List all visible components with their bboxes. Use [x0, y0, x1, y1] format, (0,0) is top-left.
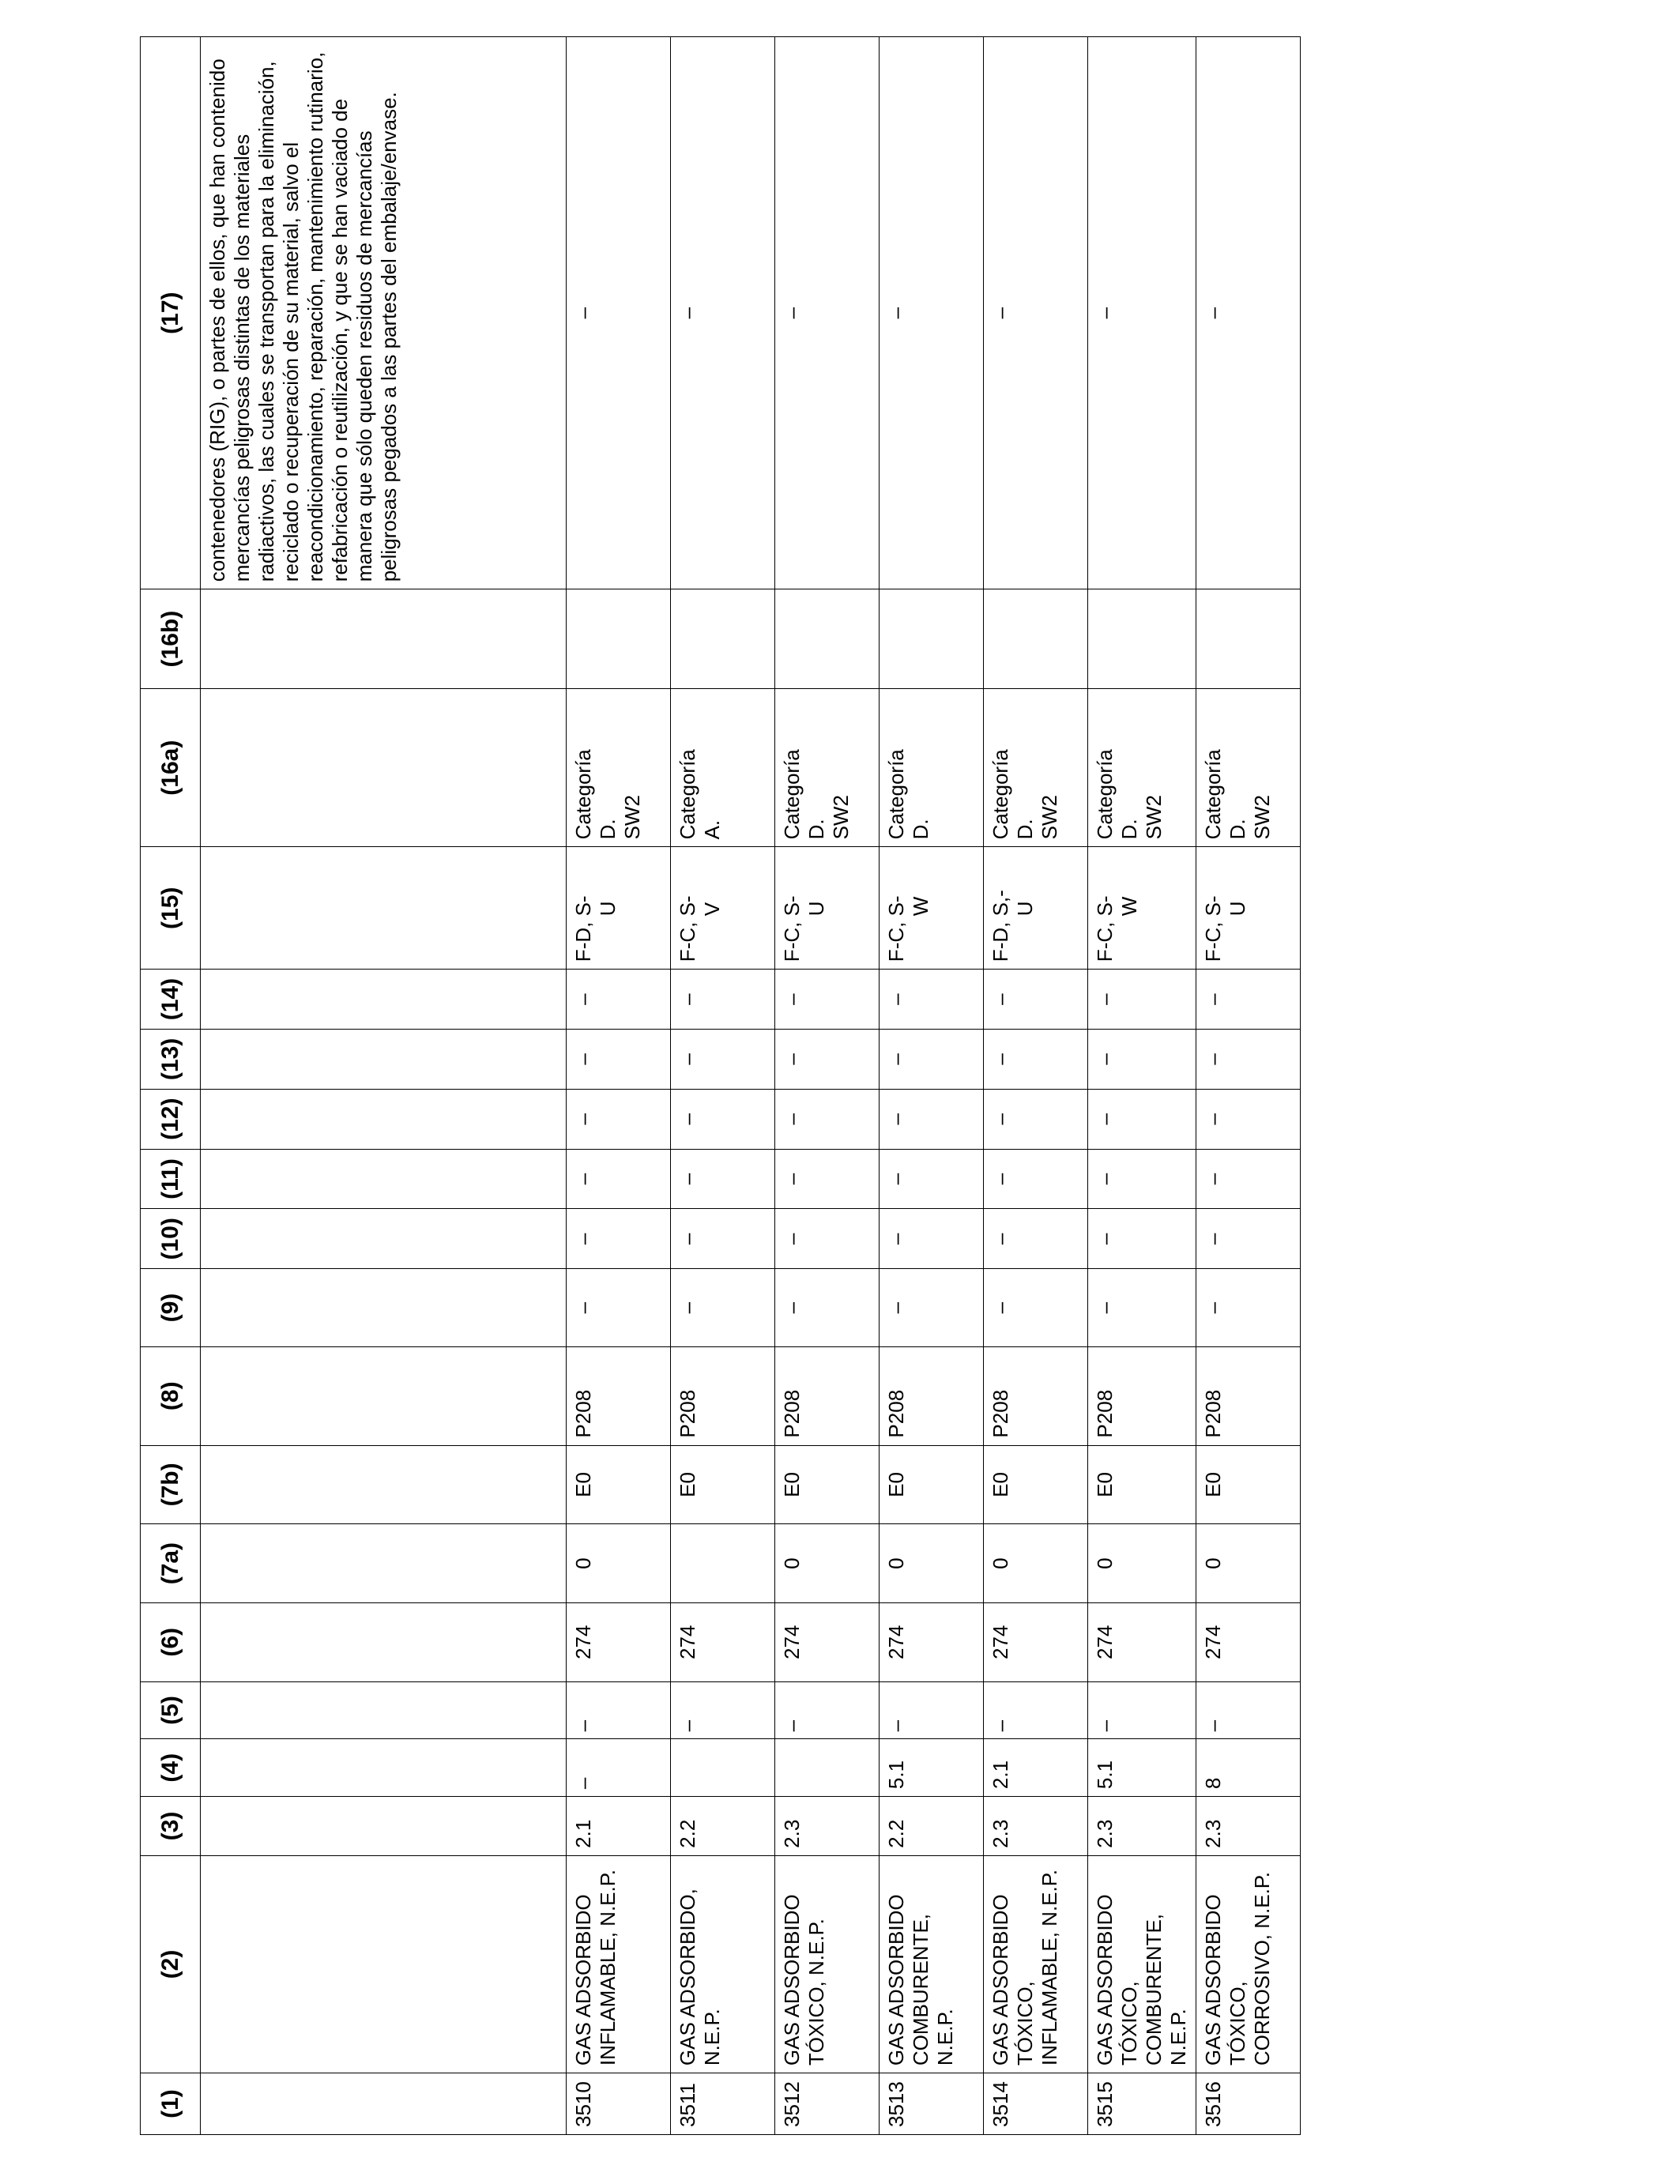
cell-c4 — [775, 1739, 880, 1797]
cell-c7a: 0 — [567, 1524, 671, 1603]
cell-c4: – — [567, 1739, 671, 1797]
column-header: (3) — [141, 1797, 201, 1856]
stowage-category — [567, 688, 671, 846]
column-header: (1) — [141, 2073, 201, 2135]
cell-c13: – — [775, 1030, 880, 1090]
column-header: (7b) — [141, 1445, 201, 1524]
cell-c5: – — [671, 1681, 775, 1739]
ems-code — [880, 847, 984, 970]
cell — [201, 1149, 567, 1209]
table-row — [984, 37, 1088, 2135]
cell-c10: – — [567, 1209, 671, 1269]
cell-c7a: 0 — [984, 1524, 1088, 1603]
stowage-line: A. — [700, 819, 724, 840]
stowage-line: Categoría — [989, 749, 1012, 840]
cell-c5: – — [775, 1681, 880, 1739]
cell-c6: 274 — [984, 1602, 1088, 1681]
cell-c5: – — [1196, 1681, 1301, 1739]
column-header: (7a) — [141, 1524, 201, 1603]
column-header: (10) — [141, 1209, 201, 1269]
cell-c16b — [775, 589, 880, 689]
cell-c9: – — [671, 1269, 775, 1347]
proper-shipping-name: GAS ADSORBIDO COMBURENTE, N.E.P. — [880, 1855, 984, 2073]
stowage-line: SW2 — [620, 795, 644, 840]
cell-c16b — [1196, 589, 1301, 689]
cell-c13: – — [1196, 1030, 1301, 1090]
continuation-row — [201, 37, 567, 2135]
stowage-category — [1088, 688, 1196, 846]
ems-code — [1196, 847, 1301, 970]
cell-c7a: 0 — [880, 1524, 984, 1603]
cell-c4: 8 — [1196, 1739, 1301, 1797]
cell-c6: 274 — [775, 1602, 880, 1681]
column-header: (2) — [141, 1855, 201, 2073]
ems-line-1: F-C, S- — [1201, 895, 1225, 962]
table-row — [671, 37, 775, 2135]
cell — [201, 847, 567, 970]
cell-c7b: E0 — [671, 1445, 775, 1524]
cell-c17: – — [1196, 37, 1301, 589]
un-number: 3515 — [1088, 2073, 1196, 2135]
ems-code — [567, 847, 671, 970]
cell-c7a — [671, 1524, 775, 1603]
provisions-continuation: contenedores (RIG), o partes de ellos, que han contenido mercancías peligrosas distintas de los materiales radiactivos, las cuales se transportan para la eliminación, reciclado o recuperación de su material, salvo el reacondicionamiento, reparación, mantenimiento rutinario, refabricación o reutilización, y que se han vaciado de manera que sólo queden residuos de mercancías peligrosas pegados a las partes del embalaje/envase. — [201, 37, 567, 589]
cell-c4: 5.1 — [880, 1739, 984, 1797]
cell — [201, 1269, 567, 1347]
cell — [201, 589, 567, 689]
stowage-line: D. — [1226, 819, 1249, 840]
cell — [201, 1524, 567, 1603]
table-row — [1088, 37, 1196, 2135]
column-header: (4) — [141, 1739, 201, 1797]
proper-shipping-name: GAS ADSORBIDO TÓXICO, COMBURENTE, N.E.P. — [1088, 1855, 1196, 2073]
un-number: 3512 — [775, 2073, 880, 2135]
cell-c17: – — [984, 37, 1088, 589]
cell-c17: – — [671, 37, 775, 589]
stowage-line: Categoría — [1093, 749, 1117, 840]
stowage-category — [1196, 688, 1301, 846]
cell-c5: – — [984, 1681, 1088, 1739]
cell-c10: – — [1196, 1209, 1301, 1269]
proper-shipping-name: GAS ADSORBIDO TÓXICO, N.E.P. — [775, 1855, 880, 2073]
stowage-line: Categoría — [676, 749, 699, 840]
cell — [201, 1739, 567, 1797]
dangerous-goods-table — [140, 36, 1301, 2135]
cell-c10: – — [671, 1209, 775, 1269]
cell-c17: – — [567, 37, 671, 589]
cell-c9: – — [567, 1269, 671, 1347]
stowage-line: Categoría — [1201, 749, 1225, 840]
stowage-category — [671, 688, 775, 846]
cell-c12: – — [984, 1089, 1088, 1149]
ems-line-1: F-C, S- — [780, 895, 804, 962]
cell-c12: – — [775, 1089, 880, 1149]
ems-line-1: F-D, S,- — [989, 890, 1012, 962]
proper-shipping-name: GAS ADSORBIDO, N.E.P. — [671, 1855, 775, 2073]
cell-c8: P208 — [775, 1346, 880, 1445]
cell-c11: – — [671, 1149, 775, 1209]
ems-line-2: V — [700, 902, 724, 917]
stowage-line: SW2 — [1250, 795, 1274, 840]
column-header: (16a) — [141, 688, 201, 846]
ems-line-2: U — [804, 901, 828, 917]
column-header: (14) — [141, 970, 201, 1030]
cell-c14: – — [775, 970, 880, 1030]
cell-c16b — [1088, 589, 1196, 689]
un-number: 3516 — [1196, 2073, 1301, 2135]
ems-code — [984, 847, 1088, 970]
cell-c14: – — [1088, 970, 1196, 1030]
column-header: (13) — [141, 1030, 201, 1090]
cell — [201, 1209, 567, 1269]
cell-c5: – — [880, 1681, 984, 1739]
cell-c16b — [671, 589, 775, 689]
table-row — [567, 37, 671, 2135]
cell-c7a: 0 — [1088, 1524, 1196, 1603]
cell-c4 — [671, 1739, 775, 1797]
rotated-page — [140, 36, 1397, 2135]
un-number: 3511 — [671, 2073, 775, 2135]
stowage-line: Categoría — [884, 749, 908, 840]
cell-c6: 274 — [880, 1602, 984, 1681]
cell — [201, 1089, 567, 1149]
stowage-line: Categoría — [780, 749, 804, 840]
stowage-line: SW2 — [829, 795, 853, 840]
cell — [201, 1030, 567, 1090]
ems-line-1: F-C, S- — [1093, 895, 1117, 962]
column-header: (12) — [141, 1089, 201, 1149]
ems-code — [775, 847, 880, 970]
proper-shipping-name: GAS ADSORBIDO TÓXICO, INFLAMABLE, N.E.P. — [984, 1855, 1088, 2073]
cell-c12: – — [1088, 1089, 1196, 1149]
stowage-category — [775, 688, 880, 846]
cell-c17: – — [880, 37, 984, 589]
cell-c7a: 0 — [775, 1524, 880, 1603]
column-header: (6) — [141, 1602, 201, 1681]
column-header: (11) — [141, 1149, 201, 1209]
cell-c3: 2.3 — [1088, 1797, 1196, 1856]
stowage-line: D. — [804, 819, 828, 840]
proper-shipping-name: GAS ADSORBIDO INFLAMABLE, N.E.P. — [567, 1855, 671, 2073]
cell-c5: – — [1088, 1681, 1196, 1739]
cell-c4: 5.1 — [1088, 1739, 1196, 1797]
cell-c8: P208 — [880, 1346, 984, 1445]
stowage-line: D. — [1013, 819, 1037, 840]
column-header: (17) — [141, 37, 201, 589]
cell — [201, 2073, 567, 2135]
cell-c11: – — [775, 1149, 880, 1209]
cell-c9: – — [880, 1269, 984, 1347]
cell-c16b — [984, 589, 1088, 689]
cell — [201, 688, 567, 846]
ems-line-2: U — [1013, 901, 1037, 917]
cell-c11: – — [1088, 1149, 1196, 1209]
ems-line-2: U — [596, 901, 620, 917]
header-row — [141, 37, 201, 2135]
cell-c6: 274 — [567, 1602, 671, 1681]
cell-c10: – — [1088, 1209, 1196, 1269]
cell-c11: – — [1196, 1149, 1301, 1209]
stowage-category — [880, 688, 984, 846]
cell-c14: – — [880, 970, 984, 1030]
column-header: (9) — [141, 1269, 201, 1347]
cell-c7a: 0 — [1196, 1524, 1301, 1603]
ems-line-1: F-C, S- — [884, 895, 908, 962]
cell-c9: – — [1088, 1269, 1196, 1347]
cell-c3: 2.2 — [880, 1797, 984, 1856]
table-row — [1196, 37, 1301, 2135]
cell-c12: – — [1196, 1089, 1301, 1149]
proper-shipping-name: GAS ADSORBIDO TÓXICO, CORROSIVO, N.E.P. — [1196, 1855, 1301, 2073]
cell-c7b: E0 — [775, 1445, 880, 1524]
stowage-line: SW2 — [1142, 795, 1166, 840]
cell-c13: – — [1088, 1030, 1196, 1090]
cell-c11: – — [567, 1149, 671, 1209]
cell-c14: – — [671, 970, 775, 1030]
cell — [201, 1681, 567, 1739]
cell-c17: – — [1088, 37, 1196, 589]
cell-c14: – — [1196, 970, 1301, 1030]
cell — [201, 970, 567, 1030]
un-number: 3510 — [567, 2073, 671, 2135]
cell-c4: 2.1 — [984, 1739, 1088, 1797]
cell-c13: – — [880, 1030, 984, 1090]
cell — [201, 1855, 567, 2073]
stowage-line: D. — [1117, 819, 1141, 840]
ems-line-1: F-C, S- — [676, 895, 699, 962]
cell-c13: – — [984, 1030, 1088, 1090]
cell-c6: 274 — [1088, 1602, 1196, 1681]
cell-c8: P208 — [567, 1346, 671, 1445]
cell-c7b: E0 — [880, 1445, 984, 1524]
cell-c8: P208 — [1088, 1346, 1196, 1445]
ems-line-2: W — [1117, 896, 1141, 917]
cell-c9: – — [1196, 1269, 1301, 1347]
cell-c9: – — [984, 1269, 1088, 1347]
cell-c12: – — [880, 1089, 984, 1149]
cell-c7b: E0 — [1088, 1445, 1196, 1524]
column-header: (15) — [141, 847, 201, 970]
cell — [201, 1346, 567, 1445]
cell-c14: – — [567, 970, 671, 1030]
ems-line-2: W — [909, 896, 932, 917]
stowage-line: Categoría — [571, 749, 595, 840]
cell-c9: – — [775, 1269, 880, 1347]
stowage-line: SW2 — [1038, 795, 1061, 840]
cell-c5: – — [567, 1681, 671, 1739]
cell — [201, 1445, 567, 1524]
cell-c17: – — [775, 37, 880, 589]
cell-c12: – — [567, 1089, 671, 1149]
cell-c13: – — [671, 1030, 775, 1090]
cell-c3: 2.3 — [984, 1797, 1088, 1856]
cell-c16b — [880, 589, 984, 689]
cell-c11: – — [984, 1149, 1088, 1209]
cell-c10: – — [880, 1209, 984, 1269]
table-row — [880, 37, 984, 2135]
stowage-line: D. — [596, 819, 620, 840]
cell-c16b — [567, 589, 671, 689]
cell-c8: P208 — [671, 1346, 775, 1445]
cell-c10: – — [984, 1209, 1088, 1269]
un-number: 3514 — [984, 2073, 1088, 2135]
stowage-category — [984, 688, 1088, 846]
ems-line-1: F-D, S- — [571, 895, 595, 962]
column-header: (16b) — [141, 589, 201, 689]
cell-c3: 2.3 — [1196, 1797, 1301, 1856]
cell-c3: 2.2 — [671, 1797, 775, 1856]
cell-c3: 2.1 — [567, 1797, 671, 1856]
ems-code — [1088, 847, 1196, 970]
cell-c12: – — [671, 1089, 775, 1149]
cell-c8: P208 — [984, 1346, 1088, 1445]
ems-line-2: U — [1226, 901, 1249, 917]
cell-c6: 274 — [671, 1602, 775, 1681]
cell-c7b: E0 — [1196, 1445, 1301, 1524]
cell-c8: P208 — [1196, 1346, 1301, 1445]
cell — [201, 1797, 567, 1856]
un-number: 3513 — [880, 2073, 984, 2135]
cell-c13: – — [567, 1030, 671, 1090]
cell-c7b: E0 — [567, 1445, 671, 1524]
cell-c7b: E0 — [984, 1445, 1088, 1524]
column-header: (5) — [141, 1681, 201, 1739]
cell-c3: 2.3 — [775, 1797, 880, 1856]
ems-code — [671, 847, 775, 970]
table-row — [775, 37, 880, 2135]
cell-c6: 274 — [1196, 1602, 1301, 1681]
cell-c11: – — [880, 1149, 984, 1209]
column-header: (8) — [141, 1346, 201, 1445]
stowage-line: D. — [909, 819, 932, 840]
cell — [201, 1602, 567, 1681]
cell-c14: – — [984, 970, 1088, 1030]
cell-c10: – — [775, 1209, 880, 1269]
